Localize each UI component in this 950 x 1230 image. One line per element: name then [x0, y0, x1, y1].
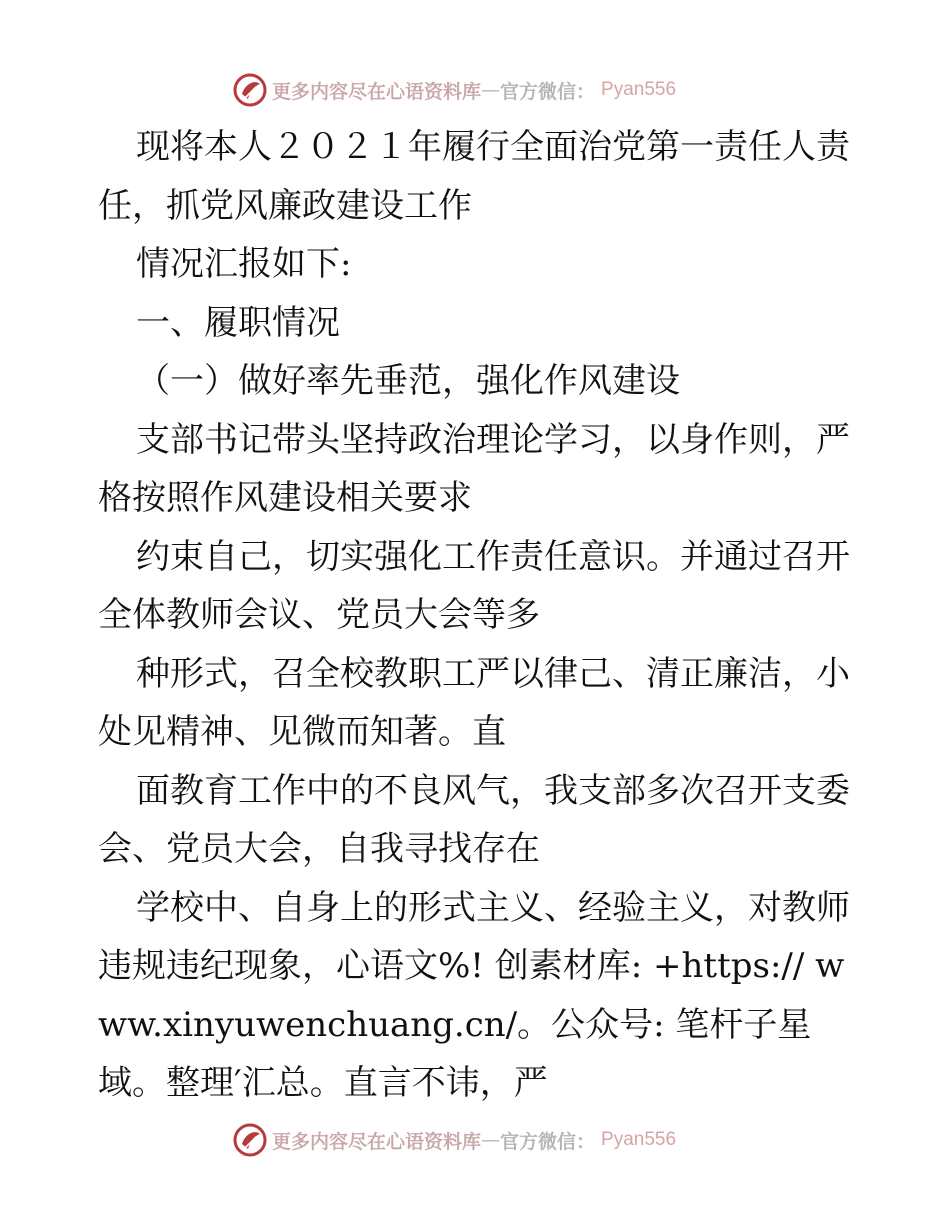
watermark-wechat-label: 官方微信：: [500, 80, 596, 103]
paragraph: 支部书记带头坚持政治理论学习，以身作则，严格按照作风建设相关要求: [98, 419, 850, 518]
seal-logo-icon: [232, 72, 268, 108]
paragraph: 种形式，召全校教职工严以律己、清正廉洁，小处见精神、见微而知著。直: [98, 653, 850, 752]
paragraph: 情况汇报如下:: [136, 244, 352, 284]
watermark-separator: —: [481, 79, 501, 101]
watermark-footer: [232, 1120, 732, 1160]
subsection-heading: （一）做好率先垂范，强化作风建设: [136, 361, 680, 401]
watermark-brand-text: 更多内容尽在心语资料库: [272, 80, 482, 103]
watermark-separator: —: [481, 1129, 501, 1151]
watermark-wechat-account: Pyan556: [601, 79, 677, 100]
paragraph: 学校中、自身上的形式主义、经验主义，对教师违规违纪现象，心语文%! 创素材库: +https:// www.xinyuwenchuang.cn/。公众号: 笔杆子星域。整理′汇总。直言不讳，严: [98, 887, 850, 1103]
watermark-wechat-label: 官方微信：: [500, 1130, 596, 1153]
watermark-header: [232, 70, 732, 110]
seal-logo-icon: [232, 1122, 268, 1158]
watermark-brand-text: 更多内容尽在心语资料库: [272, 1130, 482, 1153]
paragraph: 约束自己，切实强化工作责任意识。并通过召开全体教师会议、党员大会等多: [98, 536, 850, 635]
document-body: [98, 118, 858, 1113]
paragraph: 现将本人２０２１年履行全面治党第一责任人责任，抓党风廉政建设工作: [98, 127, 850, 226]
paragraph: 面教育工作中的不良风气，我支部多次召开支委会、党员大会，自我寻找存在: [98, 770, 850, 869]
watermark-wechat-account: Pyan556: [601, 1129, 677, 1150]
section-heading: 一、履职情况: [136, 302, 340, 343]
